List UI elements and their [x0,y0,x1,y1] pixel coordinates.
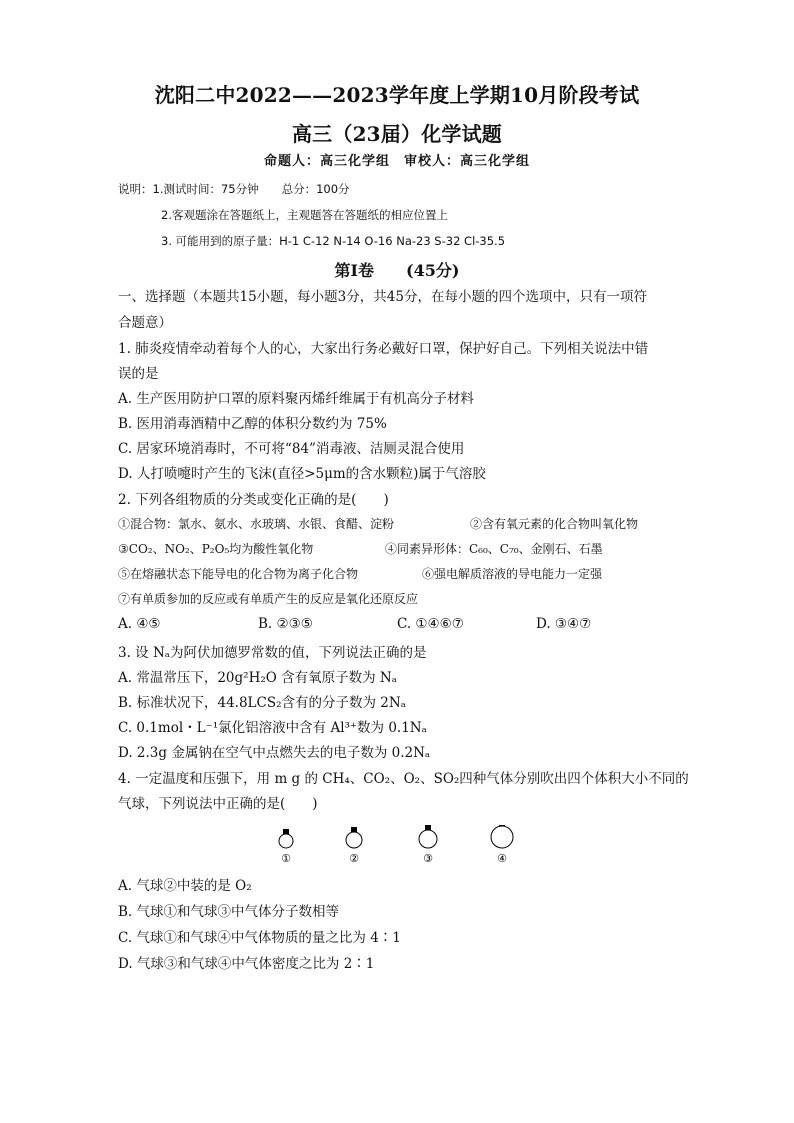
q1-option-b: B. 医用消毒酒精中乙醇的体积分数约为 75% [118,416,387,432]
q1-option-a: A. 生产医用防护口罩的原料聚丙烯纤维属于有机高分子材料 [118,391,474,407]
exam-subtitle: 高三（23届）化学试题 [291,122,503,146]
exam-title: 沈阳二中2022——2023学年度上学期10月阶段考试 [154,83,640,107]
q4-stem-1: 4. 一定温度和压强下，用 m g 的 CH₄、CO₂、O₂、SO₂四种气体分别吹出四个体积大小不同的 [118,771,689,787]
q3-option-a: A. 常温常压下，20g²H₂O 含有氧原子数为 Nₐ [118,670,397,686]
section-title: 第Ⅰ卷 (45分) [334,261,460,280]
note-time-score: 说明：1.测试时间：75分钟 总分：100分 [118,182,350,196]
q2-statement-4: ④同素异形体：C₆₀、C₇₀、金刚石、石墨 [385,542,603,556]
q1-option-d: D. 人打喷嚏时产生的飞沫(直径>5μm的含水颗粒)属于气溶胶 [118,466,486,482]
q3-option-b: B. 标准状况下，44.8LCS₂含有的分子数为 2Nₐ [118,695,406,711]
q3-option-d: D. 2.3g 金属钠在空气中点燃失去的电子数为 0.2Nₐ [118,745,431,761]
q2-statement-3: ③CO₂、NO₂、P₂O₅均为酸性氧化物 [118,542,314,556]
exam-authors: 命题人：高三化学组 审校人：高三化学组 [263,154,530,169]
balloon-label-1: ① [281,852,291,865]
balloon-3 [419,825,437,848]
balloons-figure [0,825,794,870]
note-atomic-masses: 3. 可能用到的原子量：H-1 C-12 N-14 O-16 Na-23 S-32 Cl-35.5 [161,234,506,248]
q2-statement-1: ①混合物：氯水、氨水、水玻璃、水银、食醋、淀粉 [118,517,395,531]
balloon-label-3: ③ [423,852,433,865]
q3-option-c: C. 0.1mol・L⁻¹氯化铝溶液中含有 Al³⁺数为 0.1Nₐ [118,720,427,736]
balloon-label-4: ④ [497,852,507,865]
q2-statement-5: ⑤在熔融状态下能导电的化合物为离子化合物 [118,567,359,581]
q1-stem-1: 1. 肺炎疫情牵动着每个人的心，大家出行务必戴好口罩，保护好自己。下列相关说法中错 [118,341,649,357]
q4-option-d: D. 气球③和气球④中气体密度之比为 2∶1 [118,956,375,972]
q2-option-a: A. ④⑤ [118,616,161,632]
q2-statement-6: ⑥强电解质溶液的导电能力一定强 [422,567,603,581]
q2-statement-7: ⑦有单质参加的反应或有单质产生的反应是氧化还原反应 [118,592,419,606]
q4-stem-2: 气球，下列说法中正确的是( ) [118,796,318,812]
balloon-4 [491,825,513,848]
balloon-label-2: ② [349,852,359,865]
q3-stem: 3. 设 Nₐ为阿伏加德罗常数的值，下列说法正确的是 [118,645,427,661]
q1-option-c: C. 居家环境消毒时，不可将“84”消毒液、洁厕灵混合使用 [118,441,465,457]
q4-option-a: A. 气球②中装的是 O₂ [118,878,252,894]
q2-option-d: D. ③④⑦ [536,616,592,632]
instructions-line-2: 合题意） [118,315,172,331]
q1-stem-2: 误的是 [118,366,159,382]
instructions-line-1: 一、选择题（本题共15小题，每小题3分，共45分，在每小题的四个选项中，只有一项符 [118,289,647,305]
q2-option-c: C. ①④⑥⑦ [397,616,464,632]
balloon-2 [346,827,362,848]
note-answer-sheet: 2.客观题涂在答题纸上，主观题答在答题纸的相应位置上 [161,208,448,222]
q2-option-b: B. ②③⑤ [258,616,313,632]
q2-stem: 2. 下列各组物质的分类或变化正确的是( ) [118,492,389,508]
q4-option-c: C. 气球①和气球④中气体物质的量之比为 4∶1 [118,930,401,946]
balloon-1 [279,829,293,848]
q2-statement-2: ②含有氧元素的化合物叫氧化物 [470,517,639,531]
q4-option-b: B. 气球①和气球③中气体分子数相等 [118,904,340,920]
